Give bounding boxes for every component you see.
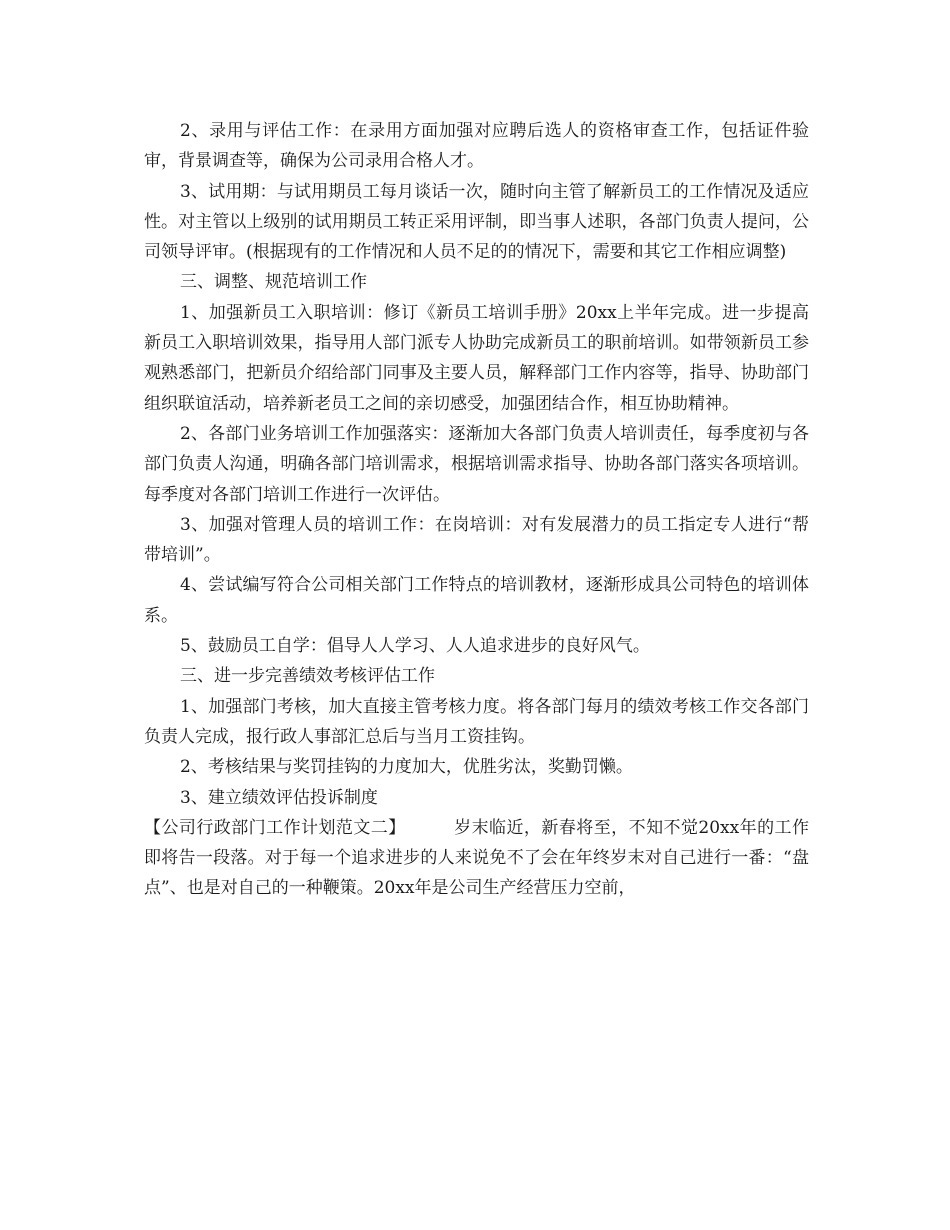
paragraph-probation: 3、试用期：与试用期员工每月谈话一次，随时向主管了解新员工的工作情况及适应性。对主管以上级别的试用期员工转正采用评制，即当事人述职，各部门负责人提问，公司领导评审。(根据现有的工作情况和人员不足的的情况下，需要和其它工作相应调整): [144, 181, 809, 263]
section-heading-training: 三、调整、规范培训工作: [180, 272, 367, 293]
paragraph-manager-training: 3、加强对管理人员的培训工作：在岗培训：对有发展潜力的员工指定专人进行“帮带培训”。: [144, 514, 809, 566]
paragraph-onboarding-training: 1、加强新员工入职培训：修订《新员工培训手册》20xx上半年完成。进一步提高新员工入职培训效果，指导用人部门派专人协助完成新员工的职前培训。如带领新员工参观熟悉部门，把新员介绍给部门同事及主要人员，解释部门工作内容等，指导、协助部门组织联谊活动，培养新老员工之间的亲切感受，加强团结合作，相互协助精神。: [144, 302, 809, 414]
paragraph-department-training: 2、各部门业务培训工作加强落实：逐渐加大各部门负责人培训责任，每季度初与各部门负责人沟通，明确各部门培训需求，根据培训需求指导、协助各部门落实各项培训。每季度对各部门培训工作进行一次评估。: [144, 423, 809, 505]
document-page: [144, 116, 809, 904]
paragraph-rewards-penalties: 2、考核结果与奖罚挂钩的力度加大，优胜劣汰，奖勤罚懒。: [180, 757, 633, 778]
paragraph-training-materials: 4、尝试编写符合公司相关部门工作特点的培训教材，逐渐形成具公司特色的培训体系。: [144, 575, 809, 626]
paragraph-department-assessment: 1、加强部门考核，加大直接主管考核力度。将各部门每月的绩效考核工作交各部门负责人完成，报行政人事部汇总后与当月工资挂钩。: [144, 696, 809, 747]
sample-two-title: 【公司行政部门工作计划范文二】: [144, 817, 406, 838]
paragraph-sample-two: [144, 813, 809, 904]
paragraph-hiring-evaluation: 2、录用与评估工作：在录用方面加强对应聘后选人的资格审查工作，包括证件验审，背景调查等，确保为公司录用合格人才。: [144, 121, 809, 172]
section-heading-performance: 三、进一步完善绩效考核评估工作: [180, 666, 435, 687]
paragraph-self-study: 5、鼓励员工自学：倡导人人学习、人人追求进步的良好风气。: [180, 636, 650, 657]
sample-two-text: 岁末临近，新春将至，不知不觉20xx年的工作即将告一段落。对于每一个追求进步的人来说免不了会在年终岁末对自己进行一番：“盘点”、也是对自己的一种鞭策。20xx年是公司生产经营压力空前，: [144, 817, 809, 899]
paragraph-complaint-system: 3、建立绩效评估投诉制度: [180, 787, 378, 808]
